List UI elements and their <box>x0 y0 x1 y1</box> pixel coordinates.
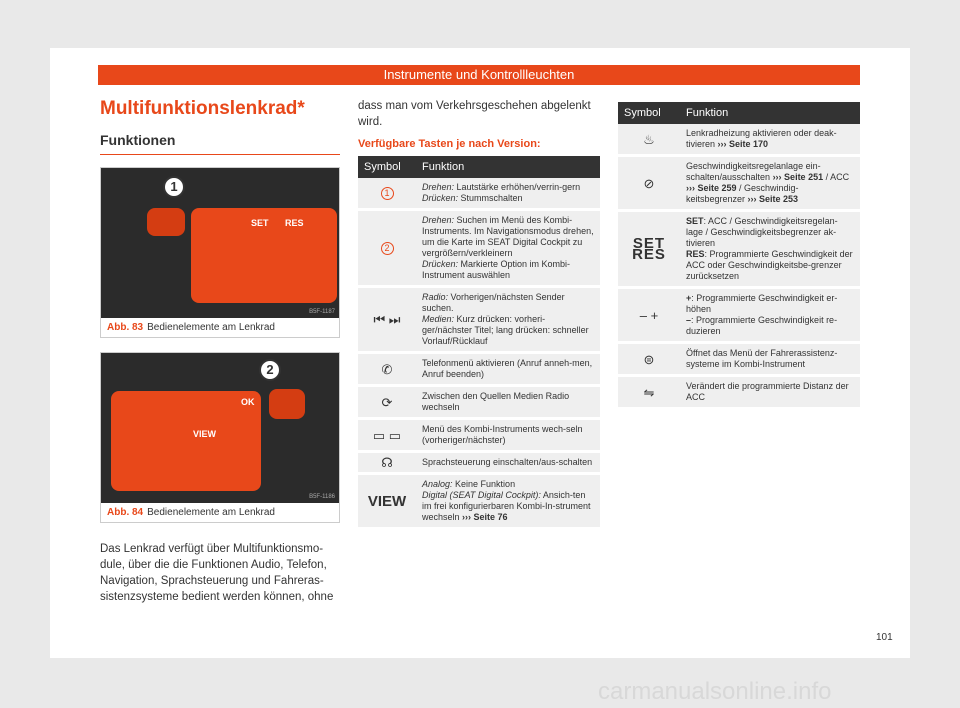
function-cell: Geschwindigkeitsregelanlage ein-schalten/ausschalten ››› Seite 251 / ACC ››› Seite 259 / Geschwindig-keitsbegrenzer ››› Seite 253 <box>680 156 860 211</box>
table-row <box>618 376 860 409</box>
figure-caption-text: Bedienelemente am Lenkrad <box>147 322 275 333</box>
symbol-cell <box>358 178 416 210</box>
table-row <box>358 353 600 386</box>
ok-label: OK <box>241 397 255 407</box>
table-row <box>358 386 600 419</box>
button-symbol-icon: ✆ <box>381 361 393 377</box>
function-cell: Drehen: Lautstärke erhöhen/verrin-gern Drücken: Stummschalten <box>416 178 600 210</box>
function-cell: Öffnet das Menü der Fahrerassistenz-systeme im Kombi-Instrument <box>680 343 860 376</box>
figure-caption <box>101 503 339 522</box>
table-row <box>618 156 860 211</box>
function-cell: Menü des Kombi-Instruments wech-seln (vorheriger/nächster) <box>416 419 600 452</box>
figure-caption-text: Bedienelemente am Lenkrad <box>147 507 275 518</box>
symbol-cell <box>358 353 416 386</box>
table-row <box>618 124 860 156</box>
figure-code: B5F-1187 <box>309 309 335 315</box>
button-symbol-icon: 2 <box>381 242 394 255</box>
steering-wheel-right-image <box>101 168 339 318</box>
button-symbol-icon: SET RES <box>632 235 666 263</box>
symbol-cell <box>358 210 416 287</box>
figure-84 <box>100 352 340 523</box>
symbol-cell <box>358 452 416 474</box>
middle-column <box>358 98 600 530</box>
table-row <box>358 287 600 353</box>
view-label: VIEW <box>193 429 217 439</box>
button-symbol-icon: ⇋ <box>643 384 655 400</box>
function-cell: SET: ACC / Geschwindigkeitsregelan-lage / Geschwindigkeitsbegrenzer ak-tivieren RES: Programmierte Geschwindigkeit der ACC oder Geschwindigkeitsbe-grenzer zurücksetzen <box>680 211 860 288</box>
symbol-cell <box>618 156 680 211</box>
figure-label: Abb. 84 <box>107 507 144 518</box>
function-cell: Drehen: Suchen im Menü des Kombi-Instruments. Im Navigationsmodus drehen, um die Karte im SEAT Digital Cockpit zu vergrößern/verkleinern Drücken: Markierte Option im Kombi-Instrument auswählen <box>416 210 600 287</box>
table-row <box>358 178 600 210</box>
ok-roller <box>269 389 305 419</box>
figure-83 <box>100 167 340 338</box>
buttons-table-continued <box>618 102 860 410</box>
function-cell: Verändert die programmierte Distanz der ACC <box>680 376 860 409</box>
symbol-cell <box>358 386 416 419</box>
page-title: Multifunktionslenkrad* <box>100 98 305 119</box>
chapter-header: Instrumente und Kontrollleuchten <box>98 65 860 85</box>
table-row <box>358 419 600 452</box>
button-symbol-icon: ⟳ <box>381 394 393 410</box>
symbol-cell <box>618 288 680 343</box>
function-cell: Analog: Keine Funktion Digital (SEAT Digital Cockpit): Ansich-ten im frei konfigurierbaren Kombi-In-strument wechseln ››› Seite 76 <box>416 474 600 529</box>
column-header-function: Funktion <box>416 156 600 178</box>
symbol-cell <box>618 376 680 409</box>
set-label: SET <box>251 218 269 228</box>
table-row <box>618 288 860 343</box>
figure-label: Abb. 83 <box>107 322 144 333</box>
function-cell: +: Programmierte Geschwindigkeit er-höhen –: Programmierte Geschwindigkeit re-duzieren <box>680 288 860 343</box>
symbol-cell <box>358 287 416 353</box>
page-number: 101 <box>876 632 893 643</box>
symbol-cell <box>618 124 680 156</box>
symbol-cell <box>358 419 416 452</box>
figure-caption <box>101 318 339 337</box>
right-column <box>618 102 860 410</box>
column-header-function: Funktion <box>680 102 860 124</box>
symbol-cell <box>358 474 416 529</box>
volume-roller <box>147 208 185 236</box>
steering-wheel-left-image <box>101 353 339 503</box>
paragraph-continuation: dass man vom Verkehrsgeschehen abgelenkt wird. <box>358 100 591 128</box>
button-symbol-icon: ⊘ <box>643 175 655 191</box>
column-header-symbol: Symbol <box>358 156 416 178</box>
button-symbol-icon: ▭ ▭ <box>372 427 402 443</box>
table-row <box>358 210 600 287</box>
column-header-symbol: Symbol <box>618 102 680 124</box>
symbol-cell <box>618 343 680 376</box>
table-row <box>618 343 860 376</box>
figure-code: B5F-1186 <box>309 494 335 500</box>
buttons-table <box>358 156 600 530</box>
res-label: RES <box>285 218 304 228</box>
button-symbol-icon: ☊ <box>381 455 393 470</box>
callout-2: 2 <box>259 359 281 381</box>
title-divider <box>100 154 340 155</box>
left-button-panel <box>111 391 261 491</box>
button-symbol-icon: ⊜ <box>643 351 655 367</box>
table-row <box>358 452 600 474</box>
table-row <box>618 211 860 288</box>
watermark: carmanualsonline.info <box>598 678 832 705</box>
table-subheading: Verfügbare Tasten je nach Version: <box>358 138 541 150</box>
intro-paragraph: Das Lenkrad verfügt über Multifunktionsmo-dule, über die die Funktionen Audio, Telefon, Navigation, Sprachsteuerung und Fahreras-sistenzsysteme bedient werden können, ohne <box>100 543 334 603</box>
function-cell: Radio: Vorherigen/nächsten Sender suchen. Medien: Kurz drücken: vorheri-ger/nächster Titel; lang drücken: schneller Vorlauf/Rücklauf <box>416 287 600 353</box>
function-cell: Lenkradheizung aktivieren oder deak-tivieren ››› Seite 170 <box>680 124 860 156</box>
button-symbol-icon: ⏮ ⏭ <box>373 312 401 327</box>
callout-1: 1 <box>163 176 185 198</box>
section-title: Funktionen <box>100 132 176 148</box>
button-symbol-icon: – + <box>639 307 659 323</box>
table-row <box>358 474 600 529</box>
function-cell: Sprachsteuerung einschalten/aus-schalten <box>416 452 600 474</box>
button-symbol-icon: 1 <box>381 187 394 200</box>
button-symbol-icon: VIEW <box>367 492 407 510</box>
button-symbol-icon: ♨ <box>643 131 655 147</box>
symbol-cell <box>618 211 680 288</box>
left-column <box>100 98 340 605</box>
function-cell: Zwischen den Quellen Medien Radio wechseln <box>416 386 600 419</box>
function-cell: Telefonmenü aktivieren (Anruf anneh-men, Anruf beenden) <box>416 353 600 386</box>
